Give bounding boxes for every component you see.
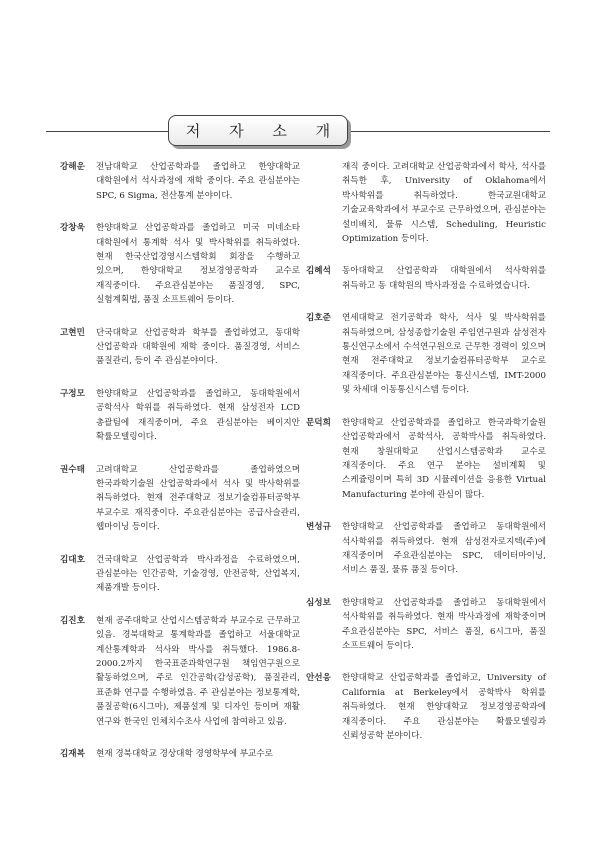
author-name: 김호준 <box>306 313 331 324</box>
right-column <box>306 160 546 761</box>
author-name: 안선응 <box>306 673 331 684</box>
author-name: 김진호 <box>60 615 85 626</box>
author-entry <box>60 221 300 307</box>
author-entry <box>60 747 300 761</box>
author-bio: 한양대학교 산업공학과를 졸업하고 동대학원에서 석사학위를 취득하였다. 현재 삼성전자로지텍(주)에 재직중이며 주요관심분야는 SPC, 데이터마이닝, 서비스 품질, 물류 품질 등이다. <box>342 522 546 576</box>
author-entry <box>306 311 546 397</box>
author-name: 김재복 <box>60 749 85 759</box>
author-entry <box>60 553 300 596</box>
author-name: 권수태 <box>60 464 85 475</box>
page-title: 저 자 소 개 <box>168 115 348 146</box>
author-bio: 한양대학교 산업공학과를 졸업하고 한국과학기술원 산업공학과에서 공학석사, 공학박사를 취득하였다. 현재 창원대학교 산업시스템공학과 교수로 재직중이다. 주요 연구 분야는 설비계획 및 스케쥴링이며 특히 3D 시뮬레이션을 응용한 Virtual Manufacturing 분야에 관심이 많다. <box>342 417 546 500</box>
author-bio: 전남대학교 산업공학과를 졸업하고 한양대학교 대학원에서 석사과정에 재학 중이다. 주요 관심분야는 SPC, 6 Sigma, 전산통계 분야이다. <box>96 162 300 201</box>
author-bio: 한양대학교 산업공학과를 졸업하고, University of California at Berkeley에서 공학박사 학위를 취득하였다. 현재 한양대학교 정보경영공학과에 재직중이다. 주요 관심분야는 확률모델링과 신뢰성공학 분야이다. <box>342 673 546 741</box>
author-entry <box>60 387 300 445</box>
author-name: 심성보 <box>306 597 331 608</box>
author-bio: 재직 중이다. 고려대학교 산업공학과에서 학사, 석사를 취득한 후, University of Oklahoma에서 박사학위를 취득하였다. 한국교원대학교 기술교육학과에서 부교수로 근무하였으며, 관심분야는 설비배치, 물류 시스템, Scheduling, Heuristic Optimization 등이다. <box>342 162 546 245</box>
author-entry <box>306 520 546 578</box>
author-bio: 한양대학교 산업공학과를 졸업하고 미국 미네소타 대학원에서 통계학 석사 및 박사학위를 취득하였다. 현재 한국산업경영시스템학회 회장을 수행하고 있으며, 한양대학교 정보경영공학과 교수로 재직중이다. 주요관심분야는 품질경영, SPC, 실험계획법, 품질 소프트웨어 등이다. <box>96 223 300 306</box>
left-column <box>60 160 300 779</box>
author-name: 김대호 <box>60 554 85 565</box>
author-bio: 현재 공주대학교 산업시스템공학과 부교수로 근무하고 있음. 경북대학교 통계학과를 졸업하고 서울대학교 계산통계학과 석사와 박사를 취득했다. 1986.8-2000.2까지 한국표준과학연구원 책임연구원으로 활동하였으며, 주로 인간공학(감성공학), 품질관리, 표준화 연구를 수행하였음. 주 관심분야는 정보통계학, 품질공학(6시그마), 제품설계 및 디자인 등이며 재활 연구와 한국인 인체치수조사 사업에 참여하고 있음. <box>96 615 300 727</box>
author-name: 강해운 <box>60 162 85 172</box>
author-bio: 건국대학교 산업공학과 박사과정을 수료하였으며, 관심분야는 인간공학, 기술경영, 안전공학, 산업복지, 제품개발 등이다. <box>96 554 300 594</box>
author-entry-continued <box>306 160 546 246</box>
author-bio: 현재 경북대학교 경상대학 경영학부에 부교수로 <box>96 749 273 759</box>
author-entry <box>306 671 546 743</box>
author-name: 김혜석 <box>306 266 331 277</box>
author-bio: 고려대학교 산업공학과를 졸업하였으며 한국과학기술원 산업공학과에서 석사 및 박사학위를 취득하였다. 현재 전주대학교 정보기술컴퓨터공학부 부교수로 재직중이다. 주요관심분야는 공급사슬관리, 웹마이닝 등이다. <box>96 464 300 533</box>
author-bio: 연세대학교 전기공학과 학사, 석사 및 박사학위를 취득하였으며, 삼성종합기술원 주임연구원과 삼성전자 통신연구소에서 수석연구원으로 근무한 경력이 있으며 현재 전주대학교 정보기술컴퓨터공학부 교수로 재직중이다. 주요관심분야는 통신시스템, IMT-2000 및 차세대 이동통신시스템 등이다. <box>342 313 546 396</box>
author-name: 고현민 <box>60 327 85 338</box>
author-entry <box>306 596 546 654</box>
author-name: 구정모 <box>60 388 85 399</box>
author-entry <box>60 614 300 729</box>
author-bio: 단국대학교 산업공학과 학부를 졸업하였고, 동대학 산업공학과 대학원에 재학 중이다. 품질경영, 서비스 품질관리, 등이 주 관심분야이다. <box>96 327 300 367</box>
author-name: 강창욱 <box>60 223 85 234</box>
author-entry <box>60 463 300 535</box>
author-entry <box>306 416 546 502</box>
author-entry <box>60 160 300 203</box>
author-name: 문덕희 <box>306 417 331 428</box>
author-bio: 동아대학교 산업공학과 대학원에서 석사학위를 취득하고 동 대학원의 박사과정을 수료하였습니다. <box>342 266 546 291</box>
author-name: 변성규 <box>306 522 331 533</box>
author-entry <box>306 264 546 293</box>
author-bio: 한양대학교 산업공학과를 졸업하고, 동대학원에서 공학석사 학위를 취득하였다. 현재 삼성전자 LCD 총괄팀에 재직중이며, 주요 관심분야는 베이지안 확률모델링이다. <box>96 388 300 443</box>
author-bio: 한양대학교 산업공학과를 졸업하고 동대학원에서 석사학위를 취득하였다. 현재 박사과정에 재학중이며 주요관심분야는 SPC, 서비스 품질, 6시그마, 품질 소프트웨어 등이다. <box>342 597 546 651</box>
author-entry <box>60 326 300 369</box>
